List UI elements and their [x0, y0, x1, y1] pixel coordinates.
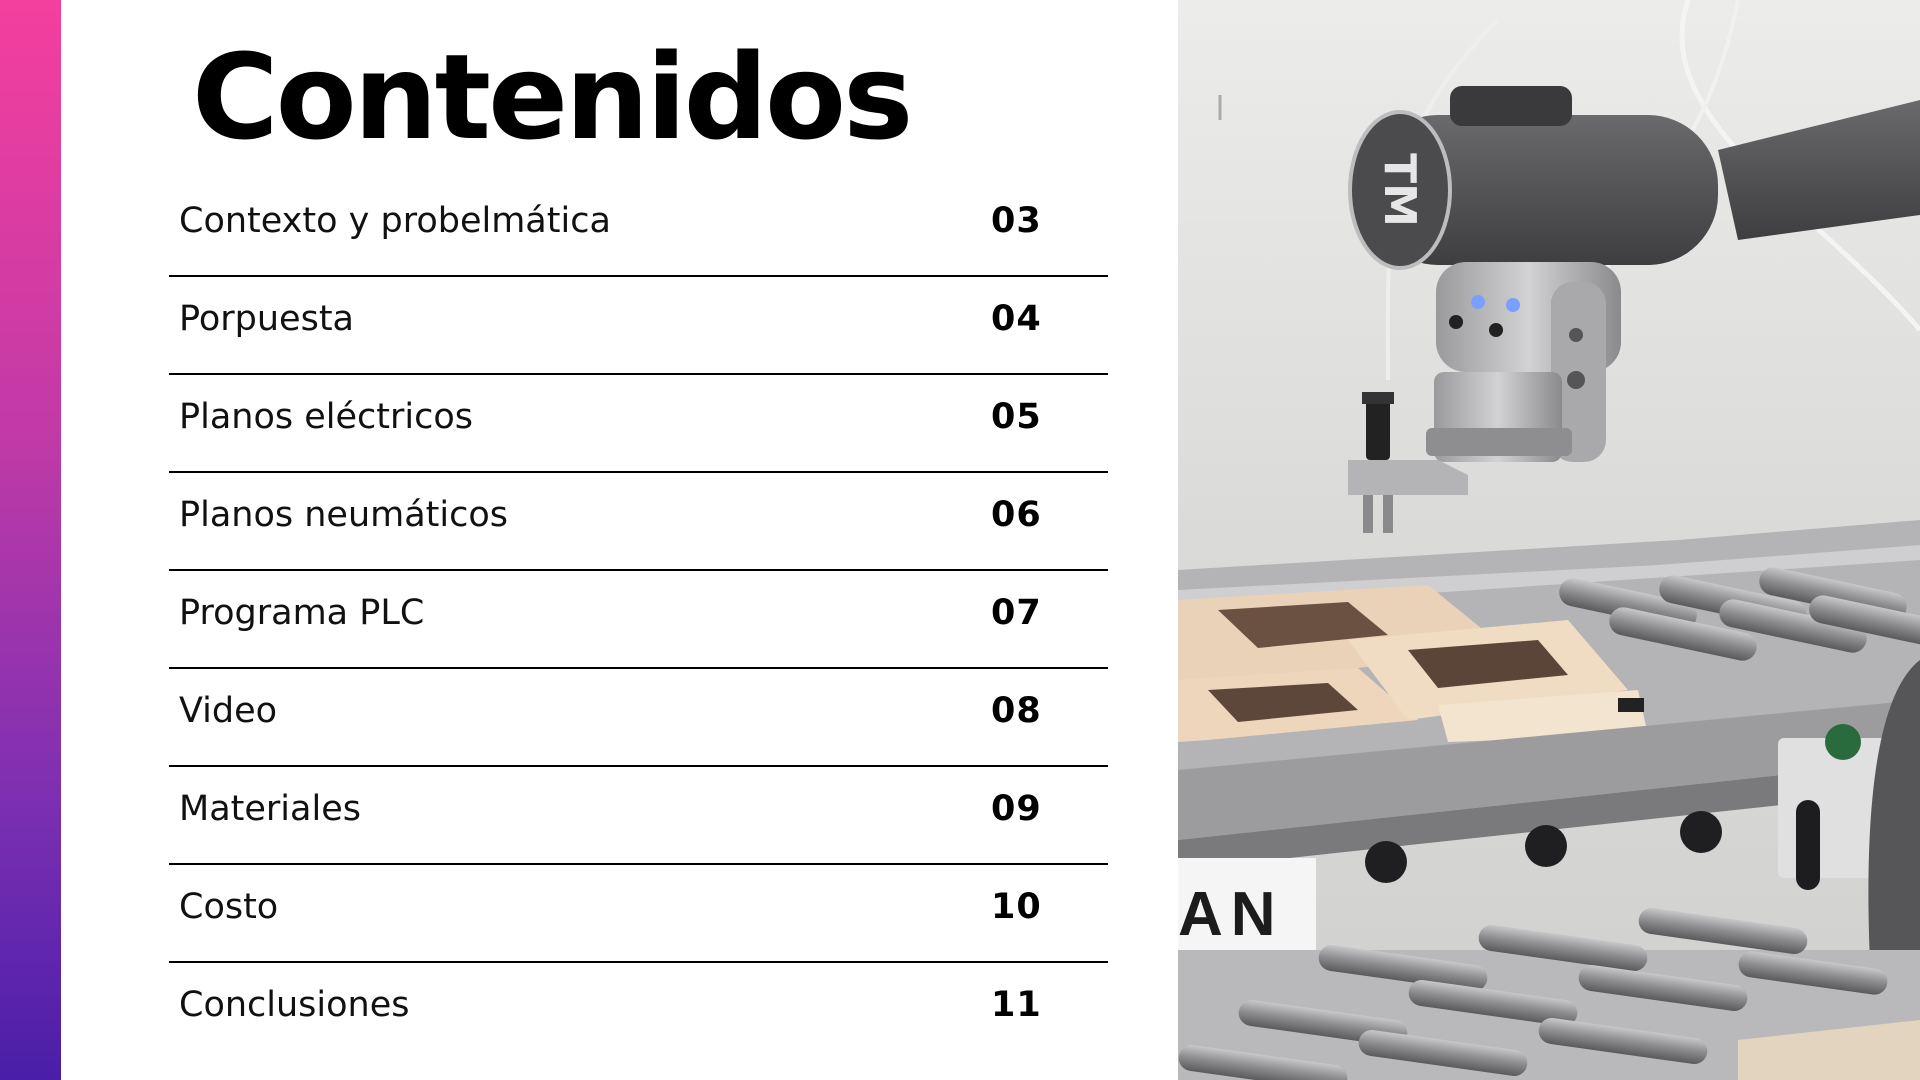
toc-page-number: 06	[991, 495, 1042, 535]
toc-row	[169, 767, 1108, 865]
toc-page-number: 05	[991, 397, 1042, 437]
toc-page-number: 09	[991, 789, 1042, 829]
toc-row	[169, 669, 1108, 767]
toc-row	[169, 179, 1108, 277]
toc-label: Planos neumáticos	[179, 495, 509, 535]
toc-row	[169, 277, 1108, 375]
toc-row	[169, 473, 1108, 571]
toc-label: Porpuesta	[179, 299, 354, 339]
toc-label: Materiales	[179, 789, 361, 829]
robot-conveyor-photo	[1178, 0, 1920, 1080]
toc-label: Contexto y probelmática	[179, 201, 611, 241]
accent-gradient-bar	[0, 0, 61, 1080]
toc-page-number: 10	[991, 887, 1042, 927]
toc-label: Costo	[179, 887, 279, 927]
toc-page-number: 07	[991, 593, 1042, 633]
toc-page-number: 11	[991, 985, 1042, 1025]
toc-page-number: 03	[991, 201, 1042, 241]
toc-page-number: 08	[991, 691, 1042, 731]
page-title: Contenidos	[192, 28, 911, 166]
toc-label: Conclusiones	[179, 985, 410, 1025]
robot-conveyor-illustration	[1178, 0, 1920, 1080]
sign-text: AN	[1178, 880, 1284, 949]
toc-label: Programa PLC	[179, 593, 425, 633]
toc-page-number: 04	[991, 299, 1042, 339]
robot-brand-logo: TM	[1374, 153, 1425, 227]
toc-label: Planos eléctricos	[179, 397, 473, 437]
toc-row	[169, 571, 1108, 669]
toc-row	[169, 865, 1108, 963]
table-of-contents	[169, 179, 1108, 1061]
toc-label: Video	[179, 691, 278, 731]
toc-row	[169, 375, 1108, 473]
toc-row	[169, 963, 1108, 1061]
